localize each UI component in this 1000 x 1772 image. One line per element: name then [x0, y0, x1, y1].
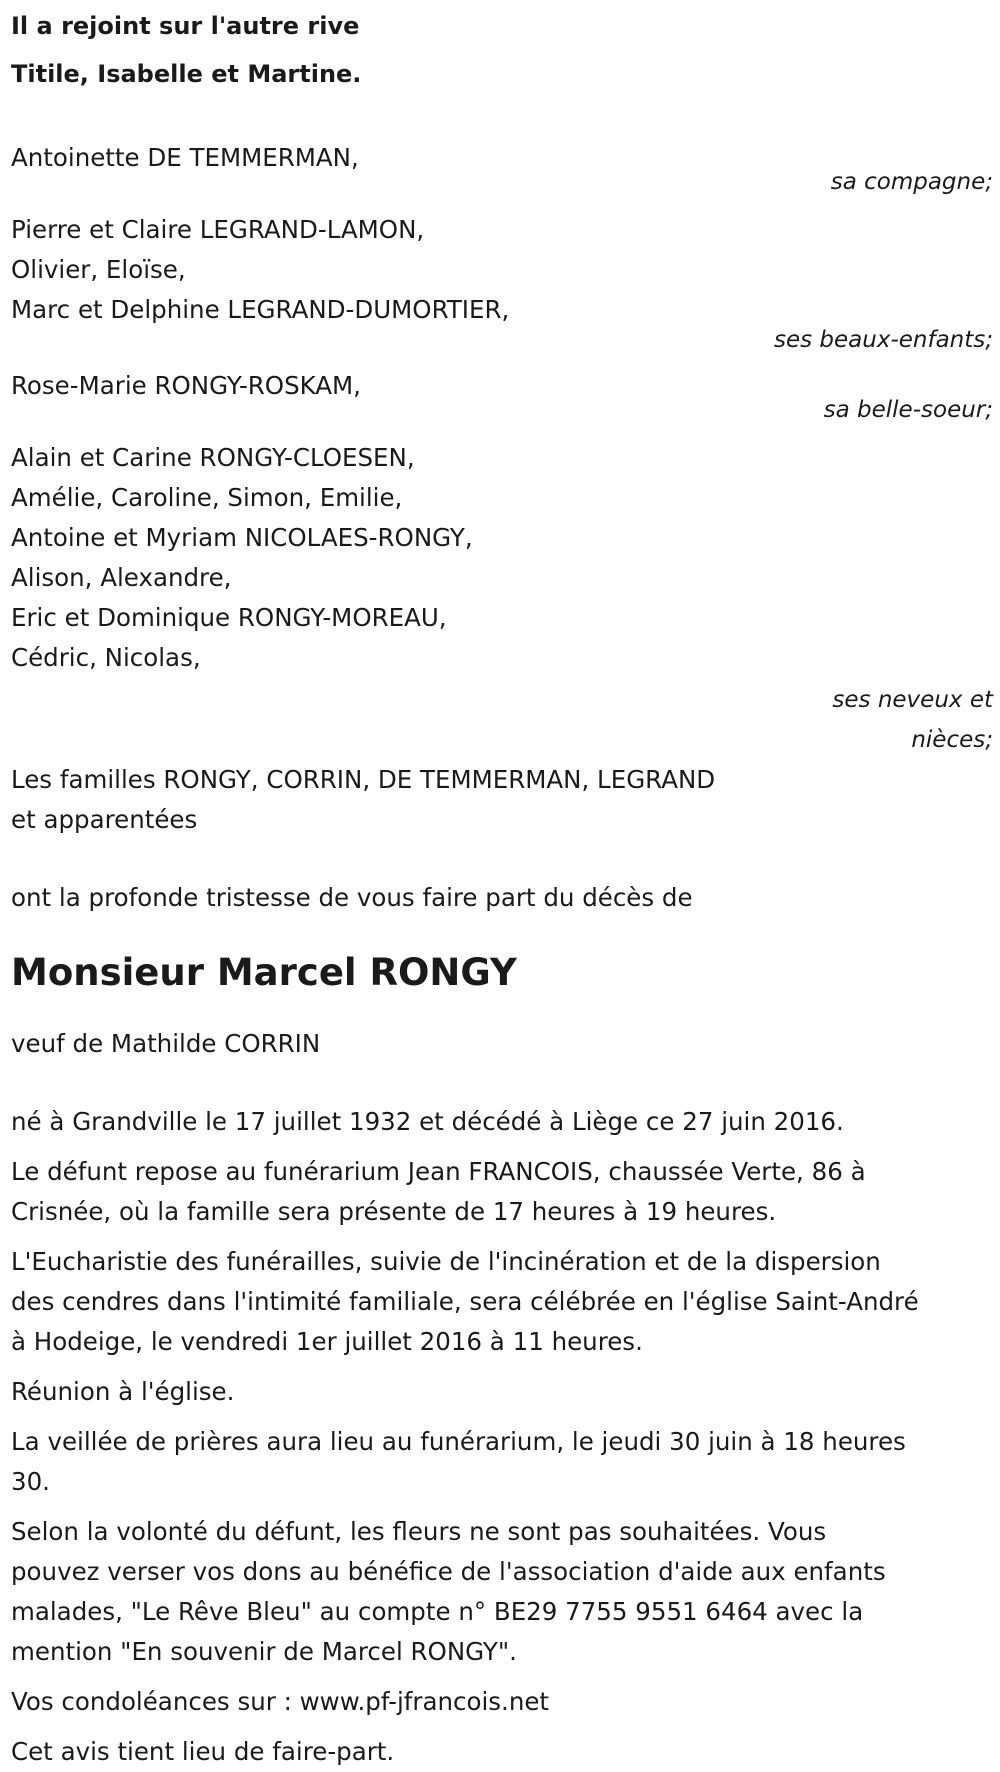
family-name-line: Cédric, Nicolas, — [11, 643, 201, 672]
family-name-line: Rose-Marie RONGY-ROSKAM, — [11, 371, 361, 400]
family-name-line: Alain et Carine RONGY-CLOESEN, — [11, 443, 415, 472]
vigil-paragraph — [11, 1422, 995, 1502]
funerarium-paragraph — [11, 1152, 995, 1232]
family-name-line: Marc et Delphine LEGRAND-DUMORTIER, — [11, 295, 510, 324]
family-name-line: Pierre et Claire LEGRAND-LAMON, — [11, 215, 425, 244]
family-role-line-2: nièces; — [911, 727, 993, 753]
deceased-name: Monsieur Marcel RONGY — [11, 951, 517, 994]
donation-paragraph — [11, 1512, 995, 1672]
paragraph-line: pouvez verser vos dons au bénéfice de l'association d'aide aux enfants — [11, 1557, 886, 1586]
family-role-line-1: ses neveux et — [832, 687, 993, 713]
families-line-1: Les familles RONGY, CORRIN, DE TEMMERMAN, LEGRAND — [11, 765, 716, 794]
intro-block — [11, 2, 995, 98]
paragraph-line: Crisnée, où la famille sera présente de 17 heures à 19 heures. — [11, 1197, 777, 1226]
family-role: sa belle-soeur; — [823, 397, 993, 423]
family-name-line: Olivier, Eloïse, — [11, 255, 186, 284]
family-role: ses beaux-enfants; — [773, 327, 993, 353]
family-name-line: Antoinette DE TEMMERMAN, — [11, 143, 359, 172]
intro-line-1: Il a rejoint sur l'autre rive — [11, 12, 360, 40]
intro-line-2: Titile, Isabelle et Martine. — [11, 60, 362, 88]
extended-families — [11, 760, 995, 840]
paragraph-line: à Hodeige, le vendredi 1er juillet 2016 à 11 heures. — [11, 1327, 643, 1356]
notice-paragraph — [11, 1732, 995, 1772]
paragraph-line: 30. — [11, 1467, 50, 1496]
family-role: sa compagne; — [830, 169, 993, 195]
paragraph-line: des cendres dans l'intimité familiale, sera célébrée en l'église Saint-André — [11, 1287, 919, 1316]
paragraph-line: Réunion à l'église. — [11, 1377, 235, 1406]
paragraph-line: Cet avis tient lieu de faire-part. — [11, 1737, 395, 1766]
families-line-2: et apparentées — [11, 805, 198, 834]
reunion-paragraph — [11, 1372, 995, 1412]
family-group-stepchildren — [11, 210, 995, 330]
family-group-nephews-nieces — [11, 438, 995, 678]
paragraph-line: L'Eucharistie des funérailles, suivie de l'incinération et de la dispersion — [11, 1247, 881, 1276]
announcement: ont la profonde tristesse de vous faire part du décès de — [11, 883, 693, 912]
family-name-line: Eric et Dominique RONGY-MOREAU, — [11, 603, 447, 632]
birth-death-paragraph — [11, 1102, 995, 1142]
paragraph-line: Vos condoléances sur : www.pf-jfrancois.net — [11, 1687, 550, 1716]
paragraph-line: mention "En souvenir de Marcel RONGY". — [11, 1637, 517, 1666]
paragraph-line: né à Grandville le 17 juillet 1932 et décédé à Liège ce 27 juin 2016. — [11, 1107, 844, 1136]
condolences-paragraph — [11, 1682, 995, 1722]
paragraph-line: Selon la volonté du défunt, les fleurs ne sont pas souhaitées. Vous — [11, 1517, 827, 1546]
family-name-line: Alison, Alexandre, — [11, 563, 232, 592]
paragraph-line: malades, "Le Rêve Bleu" au compte n° BE29 7755 9551 6464 avec la — [11, 1597, 864, 1626]
eucharist-paragraph — [11, 1242, 995, 1362]
paragraph-line: Le défunt repose au funérarium Jean FRANCOIS, chaussée Verte, 86 à — [11, 1157, 866, 1186]
obituary-content — [11, 0, 995, 1772]
widower-of: veuf de Mathilde CORRIN — [11, 1029, 321, 1058]
family-name-line: Antoine et Myriam NICOLAES-RONGY, — [11, 523, 473, 552]
paragraph-line: La veillée de prières aura lieu au funérarium, le jeudi 30 juin à 18 heures — [11, 1427, 906, 1456]
family-name-line: Amélie, Caroline, Simon, Emilie, — [11, 483, 403, 512]
